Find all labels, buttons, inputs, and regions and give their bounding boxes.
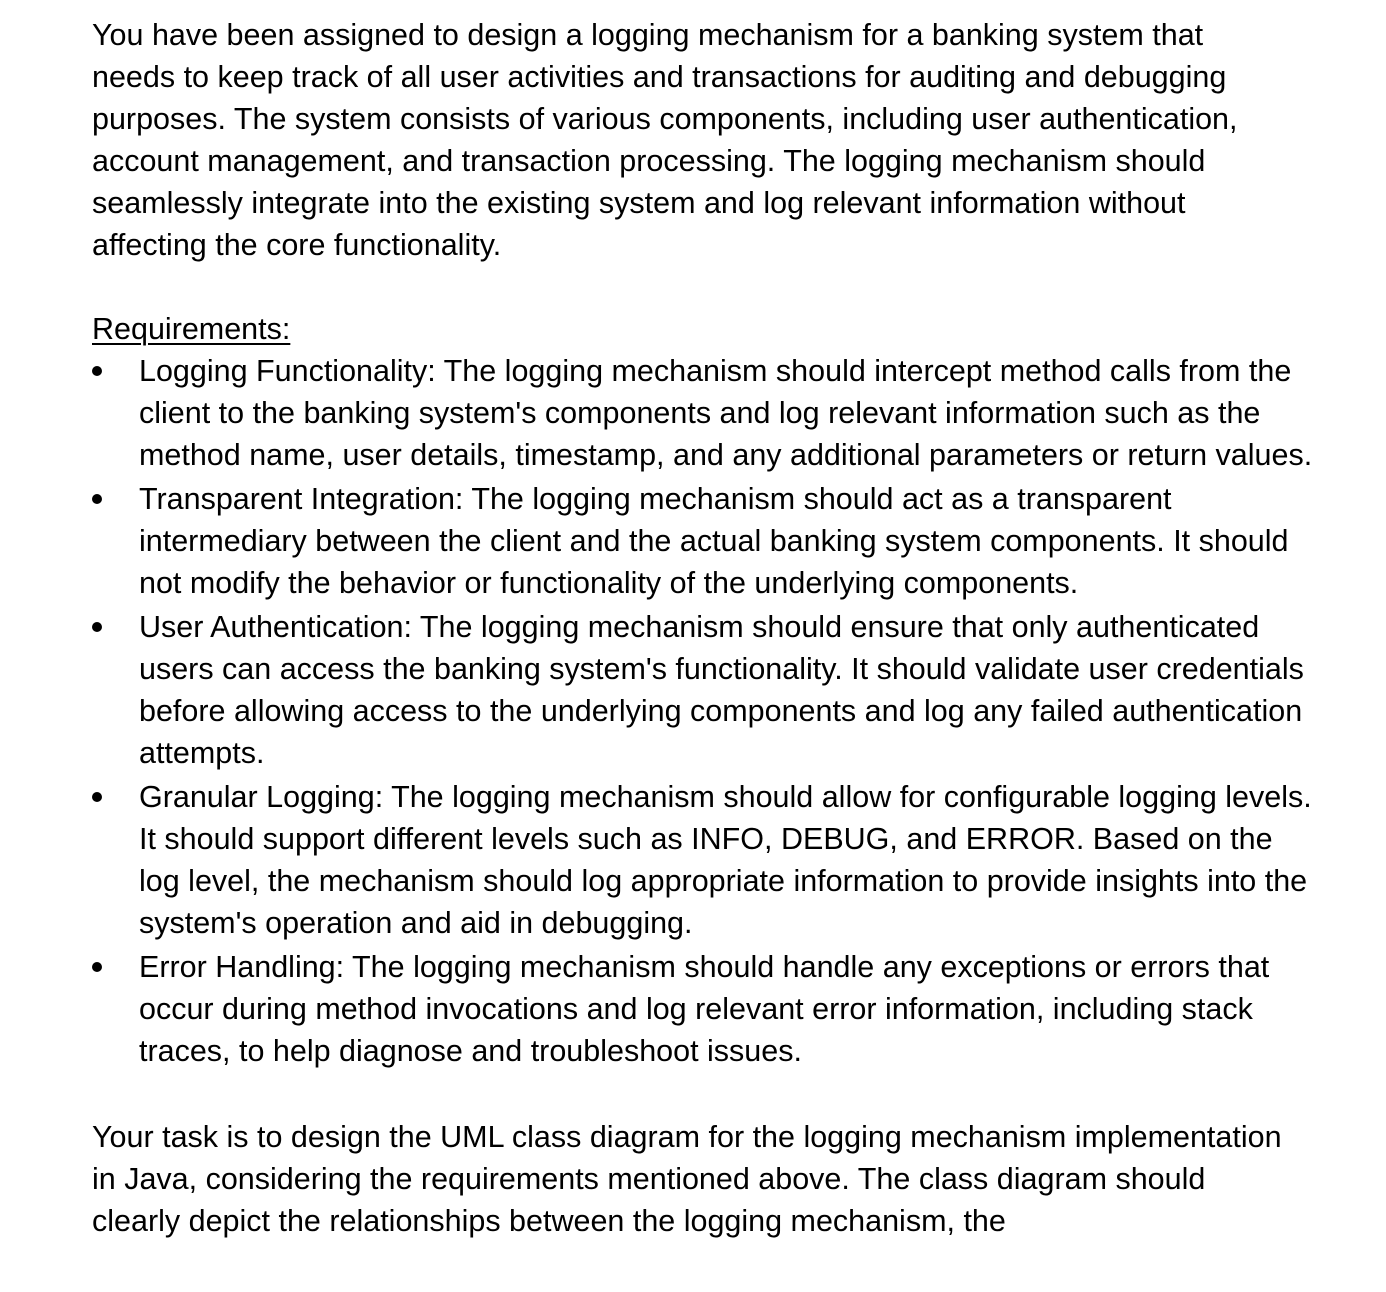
requirement-text: Error Handling: The logging mechanism should handle any exceptions or errors that occur during method invocations and log relevant error information, including stack traces, to help diagnose and troubleshoot issues. xyxy=(139,950,1270,1068)
requirement-text: User Authentication: The logging mechanism should ensure that only authenticated users can access the banking system's functionality. It should validate user credentials before allowing access to the underlying components and log any failed authentication attempts. xyxy=(139,610,1304,770)
requirement-text: Granular Logging: The logging mechanism should allow for configurable logging levels. It should support different levels such as INFO, DEBUG, and ERROR. Based on the log level, the mechanism should log appropriate information to provide insights into the system's operation and aid in debugging. xyxy=(139,780,1312,940)
document-body xyxy=(92,14,1332,1242)
bullet-icon xyxy=(92,622,102,632)
bullet-icon xyxy=(92,366,102,376)
intro-paragraph: You have been assigned to design a logging mechanism for a banking system that needs to keep track of all user activities and transactions for auditing and debugging purposes. The system consists of various components, including user authentication, account management, and transaction processing. The logging mechanism should seamlessly integrate into the existing system and log relevant information without affecting the core functionality. xyxy=(92,18,1238,262)
requirement-item-user-authentication xyxy=(92,606,1321,774)
requirement-text: Transparent Integration: The logging mechanism should act as a transparent intermediary between the client and the actual banking system components. It should not modify the behavior or functionality of the underlying components. xyxy=(139,482,1289,600)
requirements-heading: Requirements: xyxy=(92,312,291,346)
bullet-icon xyxy=(92,494,102,504)
paragraph-spacer xyxy=(92,266,1332,308)
requirement-item-granular-logging xyxy=(92,776,1321,944)
paragraph-spacer xyxy=(92,1074,1332,1116)
requirement-item-logging-functionality xyxy=(92,350,1321,476)
bullet-icon xyxy=(92,962,102,972)
requirement-item-error-handling xyxy=(92,946,1321,1072)
bullet-icon xyxy=(92,792,102,802)
requirement-item-transparent-integration xyxy=(92,478,1321,604)
requirement-text: Logging Functionality: The logging mechanism should intercept method calls from the client to the banking system's components and log relevant information such as the method name, user details, timestamp, and any additional parameters or return values. xyxy=(139,354,1313,472)
task-paragraph: Your task is to design the UML class diagram for the logging mechanism implementation in Java, considering the requirements mentioned above. The class diagram should clearly depict the relationships between the logging mechanism, the xyxy=(92,1120,1282,1238)
requirements-list xyxy=(92,350,1332,1072)
